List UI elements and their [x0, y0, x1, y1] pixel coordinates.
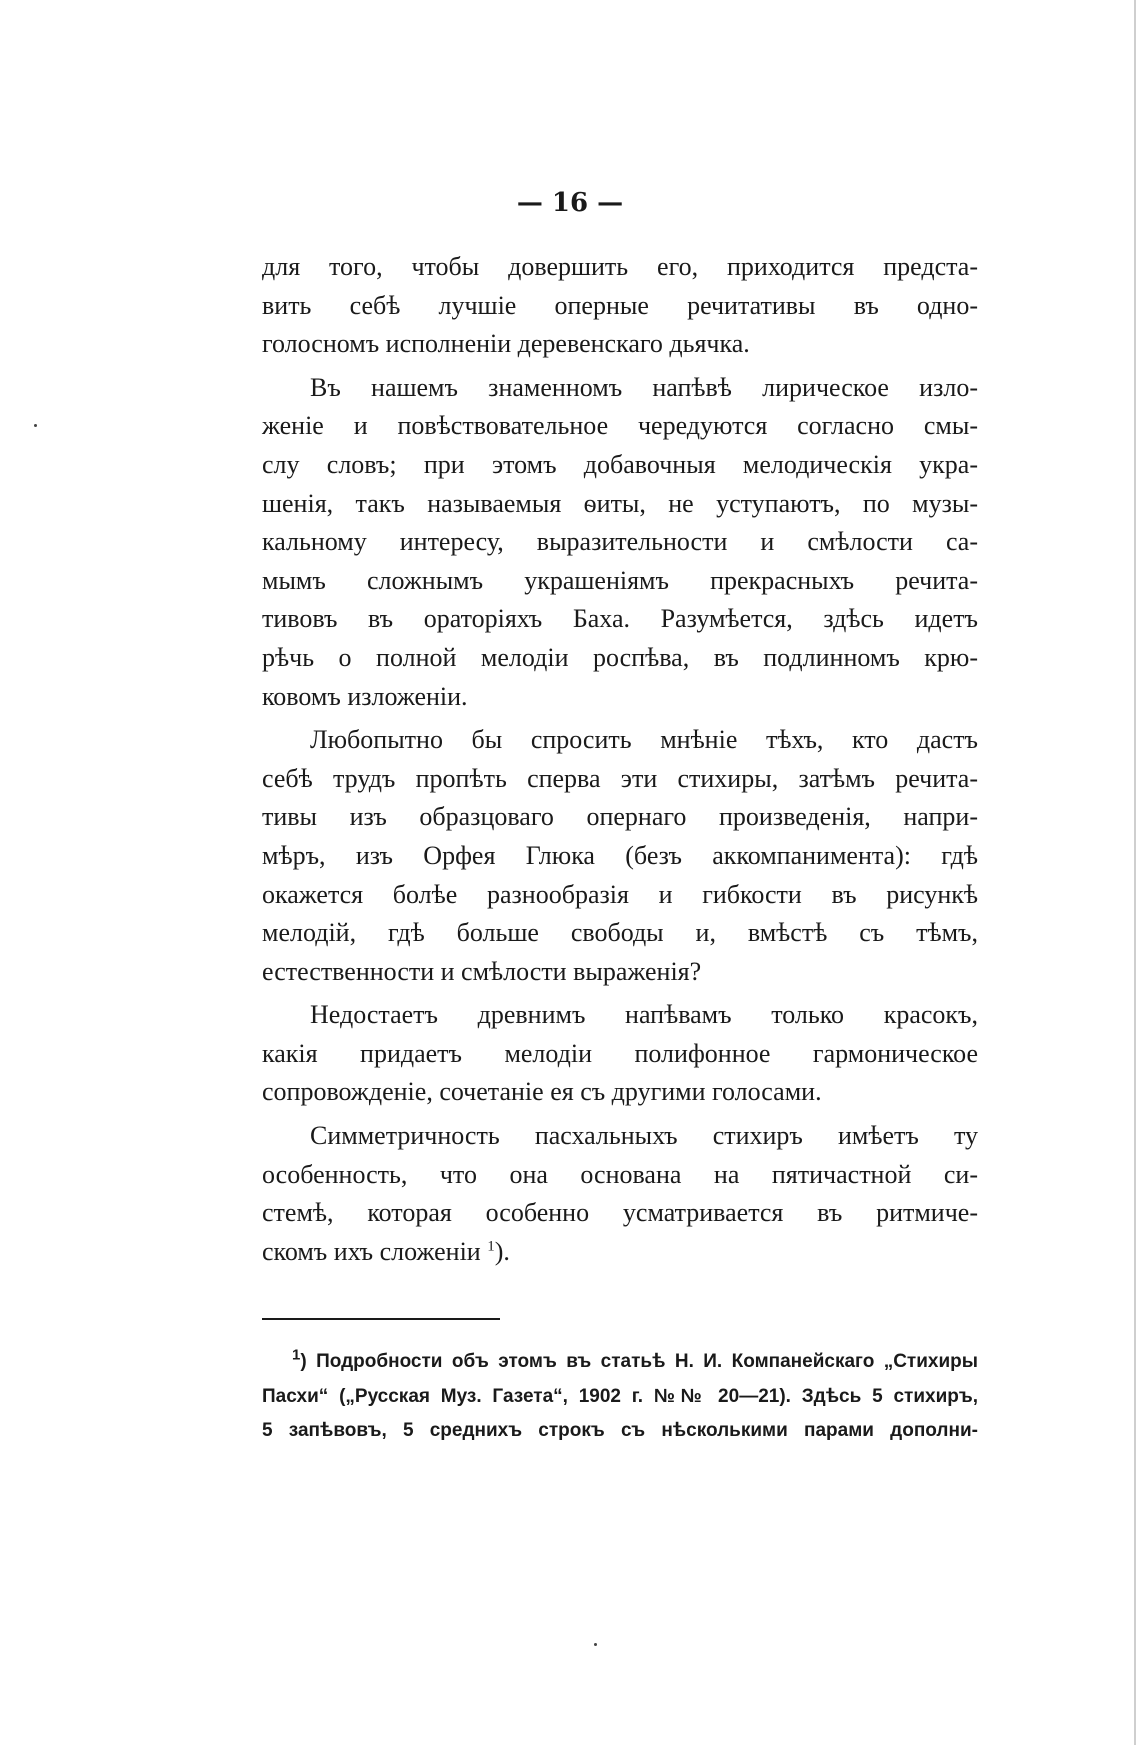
- text-line: женіе и повѣствовательное чередуются согласно смы-: [262, 411, 978, 441]
- text-line: для того, чтобы довершить его, приходится предста-: [262, 252, 978, 281]
- paragraph-4: [262, 996, 978, 1112]
- paragraph-2: [262, 369, 978, 716]
- footnote-reference[interactable]: 1: [487, 1238, 495, 1255]
- text-line: ковомъ изложеніи.: [262, 681, 468, 711]
- footnote-divider: [262, 1318, 500, 1320]
- paragraph-1: [262, 248, 978, 364]
- scan-edge-line: [1134, 0, 1136, 1745]
- text-line: Въ нашемъ знаменномъ напѣвѣ лирическое изло-: [310, 372, 978, 402]
- text-line: какія придаетъ мелодіи полифонное гармоническое: [262, 1038, 978, 1068]
- text-line: слу словъ; при этомъ добавочныя мелодическія укра-: [262, 449, 978, 479]
- page-number: — 16 —: [516, 188, 624, 218]
- text-line: рѣчь о полной мелодіи роспѣва, въ подлинномъ крю-: [262, 642, 978, 672]
- text-line: тивовъ въ ораторіяхъ Баха. Разумѣется, здѣсь идетъ: [262, 604, 978, 634]
- text-line: Любопытно бы спросить мнѣніе тѣхъ, кто дастъ: [310, 725, 978, 755]
- footnote-line: Пасхи“ („Русская Муз. Газета“, 1902 г. №№ 20—21). Здѣсь 5 стихиръ,: [262, 1385, 978, 1407]
- footnote-mark: 1: [292, 1346, 301, 1364]
- text-line: естественности и смѣлости выраженія?: [262, 956, 702, 986]
- text-line: особенность, что она основана на пятичастной си-: [262, 1159, 978, 1189]
- text-line: кальному интересу, выразительности и смѣлости са-: [262, 527, 978, 557]
- text-line: вить себѣ лучшіе оперные речитативы въ одно-: [262, 290, 978, 320]
- footnote-line: 5 запѣвовъ, 5 среднихъ строкъ съ нѣсколькими парами дополни-: [262, 1420, 978, 1441]
- text-line: голосномъ исполненіи деревенскаго дьячка.: [262, 329, 750, 359]
- scan-speck: [34, 424, 37, 427]
- text-segment: ) Подробности объ этомъ въ статьѣ Н. И. Компанейскаго „Стихиры: [300, 1351, 978, 1372]
- text-segment: скомъ ихъ сложеніи: [262, 1236, 481, 1266]
- body-text: [262, 248, 978, 1271]
- footnote: [262, 1345, 978, 1449]
- text-line: Симметричность пасхальныхъ стихиръ имѣетъ ту: [310, 1121, 978, 1151]
- text-line: мѣръ, изъ Орфея Глюка (безъ аккомпанимента): гдѣ: [262, 840, 978, 870]
- text-line: себѣ трудъ пропѣть сперва эти стихиры, затѣмъ речита-: [262, 763, 978, 793]
- text-line: Недостаетъ древнимъ напѣвамъ только красокъ,: [310, 1000, 978, 1030]
- text-segment: ).: [494, 1236, 510, 1266]
- text-line: мелодій, гдѣ больше свободы и, вмѣстѣ съ тѣмъ,: [262, 918, 978, 948]
- text-line: мымъ сложнымъ украшеніямъ прекрасныхъ речита-: [262, 565, 978, 595]
- scan-speck: [594, 1643, 597, 1646]
- text-line: шенія, такъ называемыя ѳиты, не уступаютъ, по музы-: [262, 488, 978, 518]
- text-line: окажется болѣе разнообразія и гибкости въ рисункѣ: [262, 879, 978, 909]
- text-line: стемѣ, которая особенно усматривается въ ритмиче-: [262, 1198, 978, 1228]
- footnote-line: [262, 1345, 978, 1380]
- text-line: сопровожденіе, сочетаніе ея съ другими голосами.: [262, 1077, 822, 1107]
- text-line: тивы изъ образцоваго опернаго произведенія, напри-: [262, 802, 978, 832]
- text-line: [262, 1233, 978, 1272]
- paragraph-5: [262, 1117, 978, 1271]
- paragraph-3: [262, 721, 978, 991]
